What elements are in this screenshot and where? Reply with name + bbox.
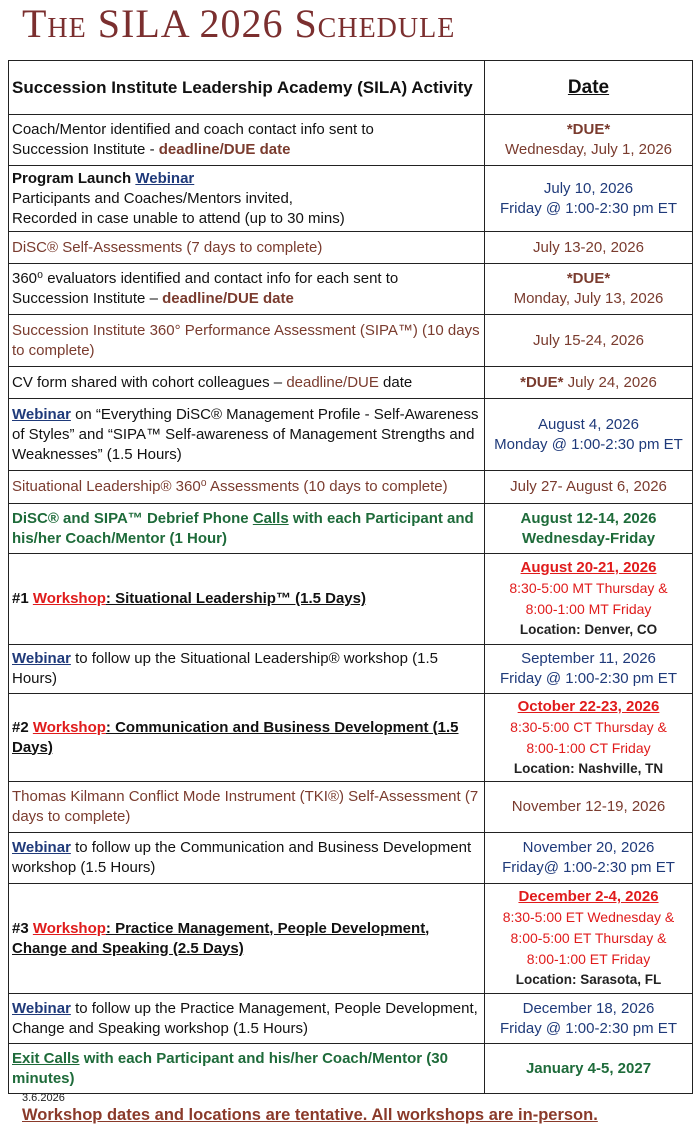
workshop-number: #1 <box>12 590 33 607</box>
time-text: 8:00-1:00 MT Friday <box>525 601 652 617</box>
activity-cell <box>9 504 485 554</box>
workshop-link[interactable]: Workshop <box>32 919 106 937</box>
date-text: July 24, 2026 <box>563 373 657 391</box>
date-cell <box>485 884 693 994</box>
activity-cell <box>9 833 485 884</box>
activity-column-header: Succession Institute Leadership Academy (SILA) Activity <box>9 61 485 115</box>
activity-cell <box>9 399 485 471</box>
date-text: September 11, 2026 <box>521 650 656 667</box>
webinar-link[interactable]: Webinar <box>12 405 71 423</box>
activity-cell <box>9 554 485 645</box>
date-text: August 4, 2026 <box>538 415 639 433</box>
date-cell <box>485 554 693 645</box>
date-cell: July 27- August 6, 2026 <box>485 471 693 504</box>
table-row <box>9 232 693 264</box>
activity-cell: DiSC® Self-Assessments (7 days to complete) <box>9 232 485 264</box>
activity-text: to follow up the Situational Leadership® workshop (1.5 Hours) <box>12 650 439 687</box>
table-row <box>9 264 693 315</box>
time-text: 8:30-5:00 ET Wednesday & <box>502 909 675 925</box>
activity-title: Program Launch <box>12 169 136 187</box>
activity-text: with each Participant and his/her Coach/Mentor (30 minutes) <box>12 1049 448 1087</box>
workshop-link[interactable]: Workshop <box>32 590 106 607</box>
deadline-label: deadline/DUE date <box>158 141 291 158</box>
date-text: Wednesday, July 1, 2026 <box>504 141 673 158</box>
activity-cell <box>9 1044 485 1094</box>
date-cell <box>485 399 693 471</box>
time-text: Friday @ 1:00-2:30 pm ET <box>500 670 677 687</box>
schedule-table <box>8 60 693 1094</box>
table-row <box>9 833 693 884</box>
time-text: Friday @ 1:00-2:30 pm ET <box>500 199 677 217</box>
date-cell <box>485 367 693 399</box>
time-text: Friday@ 1:00-2:30 pm ET <box>502 859 675 876</box>
table-row <box>9 694 693 782</box>
table-row <box>9 166 693 232</box>
location-text: Location: Nashville, TN <box>513 760 664 776</box>
time-text: Monday @ 1:00-2:30 pm ET <box>494 435 683 453</box>
time-text: 8:30-5:00 CT Thursday & <box>510 718 667 735</box>
activity-text: to follow up the Practice Management, People Development, Change and Speaking workshop (1.5 Hours) <box>12 999 478 1037</box>
date-text: July 10, 2026 <box>543 179 634 197</box>
table-row <box>9 554 693 645</box>
activity-cell: Succession Institute 360° Performance Assessment (SIPA™) (10 days to complete) <box>9 315 485 367</box>
date-cell: January 4-5, 2027 <box>485 1044 693 1094</box>
activity-cell: Situational Leadership® 360⁰ Assessments (10 days to complete) <box>9 471 485 504</box>
activity-text: Succession Institute - <box>12 141 159 158</box>
activity-text: date <box>378 373 413 391</box>
activity-cell <box>9 367 485 399</box>
date-text: October 22-23, 2026 <box>517 697 660 715</box>
workshop-link[interactable]: Workshop <box>32 718 106 736</box>
date-cell <box>485 994 693 1044</box>
activity-text: 360⁰ evaluators identified and contact info for each sent to <box>12 270 399 287</box>
activity-text: DiSC® and SIPA™ Debrief Phone <box>12 509 253 527</box>
webinar-link[interactable]: Webinar <box>12 999 71 1017</box>
activity-text: to follow up the Communication and Business Development workshop (1.5 Hours) <box>12 839 472 876</box>
date-text: December 2-4, 2026 <box>518 888 659 905</box>
date-cell: July 15-24, 2026 <box>485 315 693 367</box>
time-text: 8:30-5:00 MT Thursday & <box>509 580 668 596</box>
due-label: *DUE* <box>566 121 611 138</box>
activity-cell <box>9 994 485 1044</box>
activity-text: Coach/Mentor identified and coach contact info sent to <box>12 121 374 138</box>
date-cell: July 13-20, 2026 <box>485 232 693 264</box>
page-title: The SILA 2026 Schedule <box>22 1 456 46</box>
date-cell <box>485 166 693 232</box>
exit-calls-link[interactable]: Exit Calls <box>12 1049 80 1067</box>
date-text: November 20, 2026 <box>522 839 655 856</box>
time-text: Friday @ 1:00-2:30 pm ET <box>500 1019 677 1037</box>
time-text: 8:00-1:00 CT Friday <box>526 739 651 756</box>
calls-link[interactable]: Calls <box>252 509 289 527</box>
time-text: 8:00-1:00 ET Friday <box>526 951 651 967</box>
activity-cell <box>9 115 485 166</box>
date-text: Monday, July 13, 2026 <box>513 290 664 307</box>
date-text: August 20-21, 2026 <box>520 559 657 576</box>
activity-cell <box>9 264 485 315</box>
activity-text: CV form shared with cohort colleagues – <box>12 373 287 391</box>
table-row <box>9 994 693 1044</box>
deadline-label: deadline/DUE <box>286 373 379 391</box>
date-cell: November 12-19, 2026 <box>485 782 693 833</box>
webinar-link[interactable]: Webinar <box>12 839 71 856</box>
table-row <box>9 315 693 367</box>
workshop-name: : Communication and Business Development (1.5 Days) <box>12 718 459 756</box>
due-label: *DUE* <box>520 373 564 391</box>
date-text: December 18, 2026 <box>522 999 655 1017</box>
due-label: *DUE* <box>566 270 611 287</box>
activity-cell <box>9 694 485 782</box>
date-cell <box>485 694 693 782</box>
table-row <box>9 884 693 994</box>
table-row <box>9 115 693 166</box>
workshop-number: #2 <box>12 718 33 736</box>
activity-text: with each Participant and his/her Coach/Mentor (1 Hour) <box>12 509 474 547</box>
table-row <box>9 367 693 399</box>
activity-text: Participants and Coaches/Mentors invited, <box>12 189 293 207</box>
workshop-name: : Practice Management, People Development, Change and Speaking (2.5 Days) <box>12 919 430 957</box>
location-text: Location: Denver, CO <box>519 622 658 637</box>
date-cell <box>485 504 693 554</box>
webinar-link[interactable]: Webinar <box>12 650 71 667</box>
location-text: Location: Sarasota, FL <box>515 972 662 987</box>
table-row <box>9 504 693 554</box>
activity-text: Succession Institute – <box>12 290 163 307</box>
date-column-header: Date <box>485 61 693 115</box>
date-cell <box>485 645 693 694</box>
table-row <box>9 471 693 504</box>
date-cell <box>485 115 693 166</box>
activity-cell <box>9 166 485 232</box>
activity-text: on “Everything DiSC® Management Profile - Self-Awareness of Styles” and “SIPA™ Self-awareness of Management Strengths and Weaknesses” (1.5 Hours) <box>12 405 479 463</box>
time-text: Wednesday-Friday <box>521 529 656 547</box>
workshop-name: : Situational Leadership™ (1.5 Days) <box>105 590 366 607</box>
time-text: 8:00-5:00 ET Thursday & <box>510 930 667 946</box>
table-row <box>9 399 693 471</box>
table-row <box>9 1044 693 1094</box>
date-text: August 12-14, 2026 <box>520 509 657 527</box>
activity-text: Recorded in case unable to attend (up to 30 mins) <box>12 209 345 227</box>
date-cell <box>485 264 693 315</box>
date-cell <box>485 833 693 884</box>
workshop-number: #3 <box>12 919 33 937</box>
activity-cell: Thomas Kilmann Conflict Mode Instrument (TKI®) Self-Assessment (7 days to complete) <box>9 782 485 833</box>
footer-note: Workshop dates and locations are tentative. All workshops are in-person. <box>22 1106 598 1124</box>
activity-cell <box>9 884 485 994</box>
activity-cell <box>9 645 485 694</box>
deadline-label: deadline/DUE date <box>162 290 294 307</box>
table-row <box>9 782 693 833</box>
webinar-link[interactable]: Webinar <box>135 169 195 187</box>
document-date: 3.6.2026 <box>22 1092 65 1104</box>
table-row <box>9 645 693 694</box>
table-header-row <box>9 61 693 115</box>
